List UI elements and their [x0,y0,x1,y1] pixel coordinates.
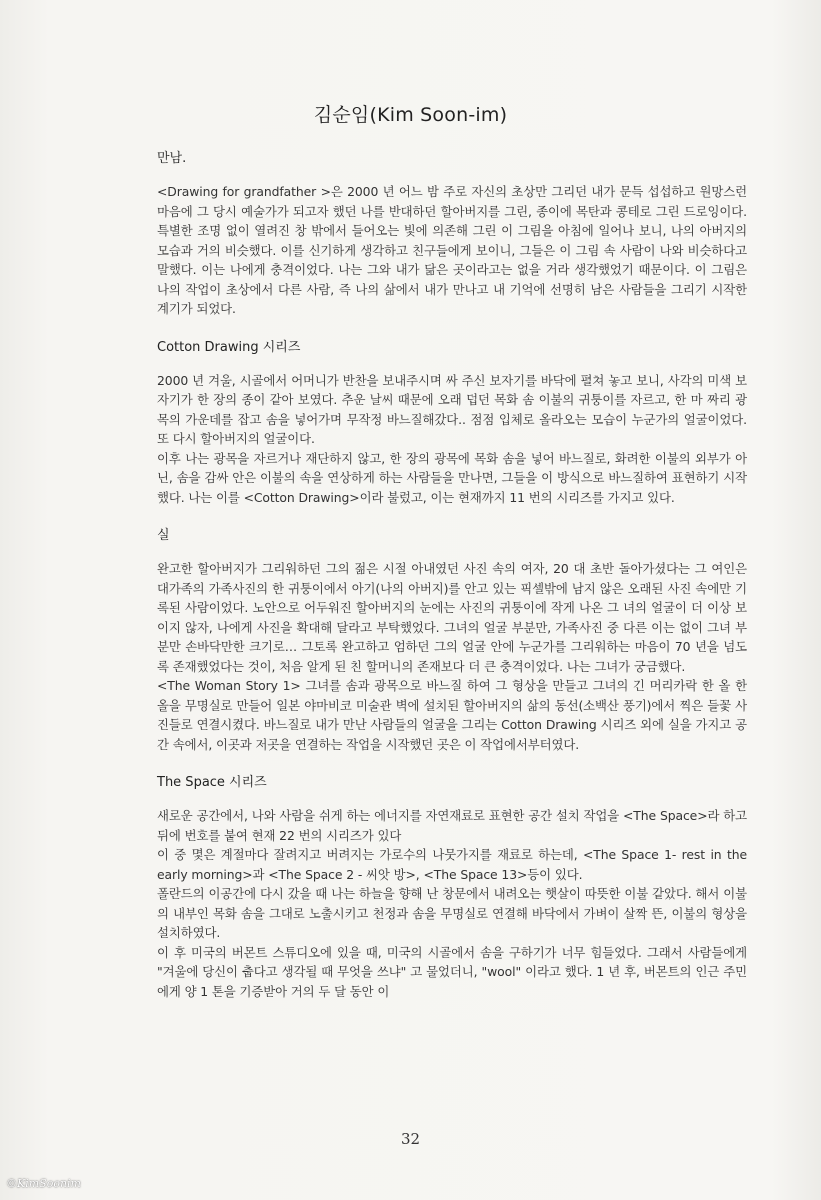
section-the-space-paragraph-1: 새로운 공간에서, 나와 사람을 쉬게 하는 에너지를 자연재료로 표현한 공간 설치 작업을 <The Space>라 하고 뒤에 번호를 붙여 현재 22 번의 시리즈가 있다 [157,808,747,843]
section-thread-paragraph-1: 완고한 할아버지가 그리워하던 그의 젊은 시절 아내였던 사진 속의 여자, 20 대 초반 돌아가셨다는 그 여인은 대가족의 가족사진의 한 귀퉁이에서 아기(나의 아버지)를 안고 있는 픽셀밖에 남지 않은 오래된 사진 속에만 기록된 사람이었다. 노안으로 어두워진 할아버지의 눈에는 사진의 귀퉁이에 작게 나온 그 녀의 얼굴이 더 이상 보이지 않자, 나에게 사진을 확대해 달라고 부탁했었다. 그녀의 얼굴 부분만, 가족사진 중 다른 이는 없이 그녀 부분만 손바닥만한 크기로… 그토록 완고하고 엄하던 그의 얼굴 안에 누군가를 그리워하는 마음이 70 년을 넘도록 존재했었다는 것이, 처음 알게 된 친 할머니의 존재보다 더 큰 충격이었다. 나는 그녀가 궁금했다. [157,561,747,674]
section-meeting-paragraph-1: <Drawing for grandfather >은 2000 년 어느 밤 주로 자신의 초상만 그리던 내가 문득 섭섭하고 원망스런 마음에 그 당시 예술가가 되고자 했던 나를 반대하던 할아버지를 그린, 종이에 목탄과 콩테로 그린 드로잉이다. 특별한 조명 없이 열려진 창 밖에서 들어오는 빛에 의존해 그린 이 그림을 아침에 일어나 보니, 나의 아버지의 모습과 거의 비슷했다. 이를 신기하게 생각하고 친구들에게 보이니, 그들은 이 그림 속 사람이 나와 비슷하다고 말했다. 이는 나에게 충격이었다. 나는 그와 내가 닮은 곳이라고는 없을 거라 생각했었기 때문이다. 이 그림은 나의 작업이 초상에서 다른 사람, 즉 나의 삶에서 내가 만나고 내 기억에 선명히 남은 사람들을 그리기 시작한 계기가 되었다. [157,184,747,316]
page-title: 김순임(Kim Soon-im) [313,104,508,126]
section-cotton-drawing-paragraph-1: 2000 년 겨울, 시골에서 어머니가 반찬을 보내주시며 싸 주신 보자기를 바닥에 펼쳐 놓고 보니, 사각의 미색 보자기가 한 장의 종이 같아 보였다. 추운 날씨 때문에 오래 덥던 목화 솜 이불의 귀퉁이를 자르고, 한 마 짜리 광목의 가운데를 잡고 솜을 넣어가며 무작정 바느질해갔다.. 점점 입체로 올라오는 모습이 누군가의 얼굴이었다. 또 다시 할아버지의 얼굴이다. [157,372,747,446]
section-heading-cotton-drawing: Cotton Drawing 시리즈 [157,339,301,355]
section-the-space-paragraph-4: 이 후 미국의 버몬트 스튜디오에 있을 때, 미국의 시골에서 솜을 구하기가 너무 힘들었다. 그래서 사람들에게 "겨울에 당신이 춥다고 생각될 때 무엇을 쓰냐" 고 물었더니, "wool" 이라고 했다. 1 년 후, 버몬트의 인근 주민에게 양 1 톤을 기증받아 거의 두 달 동안 이 [157,944,747,999]
section-the-space-paragraph-2: 이 중 몇은 계절마다 잘려지고 버려지는 가로수의 나뭇가지를 재료로 하는데, <The Space 1- rest in the early morning>과 <The Space 2 - 씨앗 방>, <The Space 13>등이 있다. [157,847,747,882]
document-body [157,150,747,1001]
section-cotton-drawing-paragraph-2: 이후 나는 광목을 자르거나 재단하지 않고, 한 장의 광목에 목화 솜을 넣어 바느질로, 화려한 이불의 외부가 아닌, 솜을 감싸 안은 이불의 속을 연상하게 하는 사람들을 만나면, 그들을 이 방식으로 바느질하여 표현하기 시작했다. 나는 이를 <Cotton Drawing>이라 불렀고, 이는 현재까지 11 번의 시리즈를 가지고 있다. [157,450,747,505]
section-heading-thread: 실 [157,528,170,543]
copyright-watermark: ©KimSoonim [6,1177,81,1190]
page-number: 32 [400,1130,421,1148]
section-heading-meeting: 만남. [157,151,187,166]
section-heading-the-space: The Space 시리즈 [157,775,267,790]
section-the-space-paragraph-3: 폴란드의 이공간에 다시 갔을 때 나는 하늘을 향해 난 창문에서 내려오는 햇살이 따뜻한 이불 같았다. 해서 이불의 내부인 목화 솜을 그대로 노출시키고 천정과 솜을 무명실로 연결해 바닥에서 가벼이 살짝 뜬, 이불의 형상을 설치하였다. [157,886,747,940]
section-thread-paragraph-2: <The Woman Story 1> 그녀를 솜과 광목으로 바느질 하여 그 형상을 만들고 그녀의 긴 머리카락 한 올 한 올을 무명실로 만들어 일본 야마비코 미술관 벽에 설치된 할아버지의 삶의 동선(소백산 풍기)에서 찍은 들꽃 사진들로 연결시켰다. 바느질로 내가 만난 사람들의 얼굴을 그리는 Cotton Drawing 시리즈 외에 실을 가지고 공간 속에서, 이곳과 저곳을 연결하는 작업을 시작했던 곳은 이 작업에서부터였다. [157,678,747,752]
